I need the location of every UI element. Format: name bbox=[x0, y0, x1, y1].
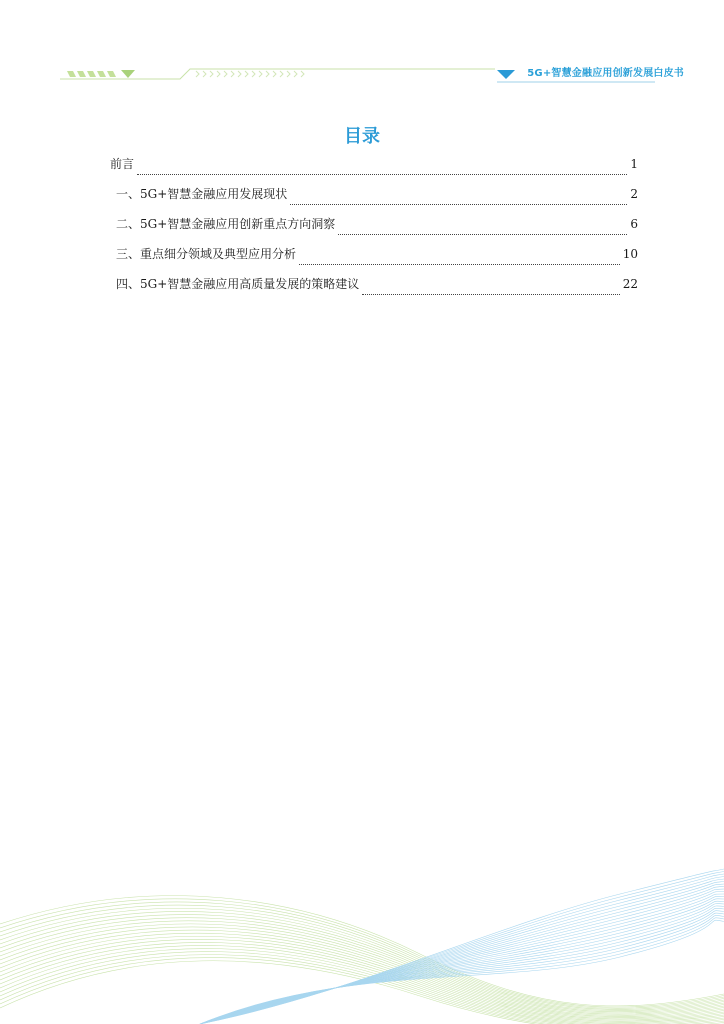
wave-line bbox=[0, 905, 724, 1009]
header-decoration bbox=[0, 0, 724, 100]
toc-entry[interactable] bbox=[110, 275, 638, 305]
chevrons-icon bbox=[196, 71, 304, 77]
toc-entry-page: 1 bbox=[630, 157, 638, 171]
wave-line bbox=[0, 915, 724, 1013]
header-triangle-green-icon bbox=[121, 70, 135, 78]
toc-entry-label: 四、5G+智慧金融应用高质量发展的策略建议 bbox=[116, 277, 360, 291]
toc-entry-label: 前言 bbox=[110, 157, 135, 171]
toc-entry-page: 22 bbox=[622, 277, 638, 291]
footer-wave-decoration bbox=[0, 864, 724, 1024]
toc-entry[interactable] bbox=[110, 155, 638, 185]
toc-entry-label: 三、重点细分领域及典型应用分析 bbox=[116, 247, 297, 261]
toc-entry-page: 10 bbox=[622, 247, 638, 261]
toc-entry-label: 二、5G+智慧金融应用创新重点方向洞察 bbox=[116, 217, 336, 231]
wave-line bbox=[0, 911, 724, 1011]
wave-line bbox=[0, 945, 724, 1024]
header-triangle-blue-icon bbox=[497, 70, 515, 79]
toc-entry[interactable] bbox=[110, 215, 638, 245]
wave-line bbox=[0, 949, 724, 1024]
wave-line bbox=[0, 924, 724, 1017]
toc-entry-page: 6 bbox=[630, 217, 638, 231]
toc-entry-page: 2 bbox=[630, 187, 638, 201]
toc-leader-dots bbox=[362, 293, 619, 295]
toc-leader-dots bbox=[290, 203, 627, 205]
toc-leader-dots bbox=[137, 173, 627, 175]
toc-heading: 目录 bbox=[344, 126, 380, 147]
wave-line bbox=[0, 918, 724, 1015]
wave-line bbox=[0, 961, 724, 1024]
toc-leader-dots bbox=[299, 263, 620, 265]
running-header-title: 5G+智慧金融应用创新发展白皮书 bbox=[527, 68, 684, 79]
toc-entry-label: 一、5G+智慧金融应用发展现状 bbox=[116, 187, 288, 201]
toc-leader-dots bbox=[338, 233, 627, 235]
toc-entry[interactable] bbox=[110, 245, 638, 275]
slash-marks-icon bbox=[67, 71, 116, 77]
table-of-contents bbox=[110, 155, 638, 305]
toc-entry[interactable] bbox=[110, 185, 638, 215]
